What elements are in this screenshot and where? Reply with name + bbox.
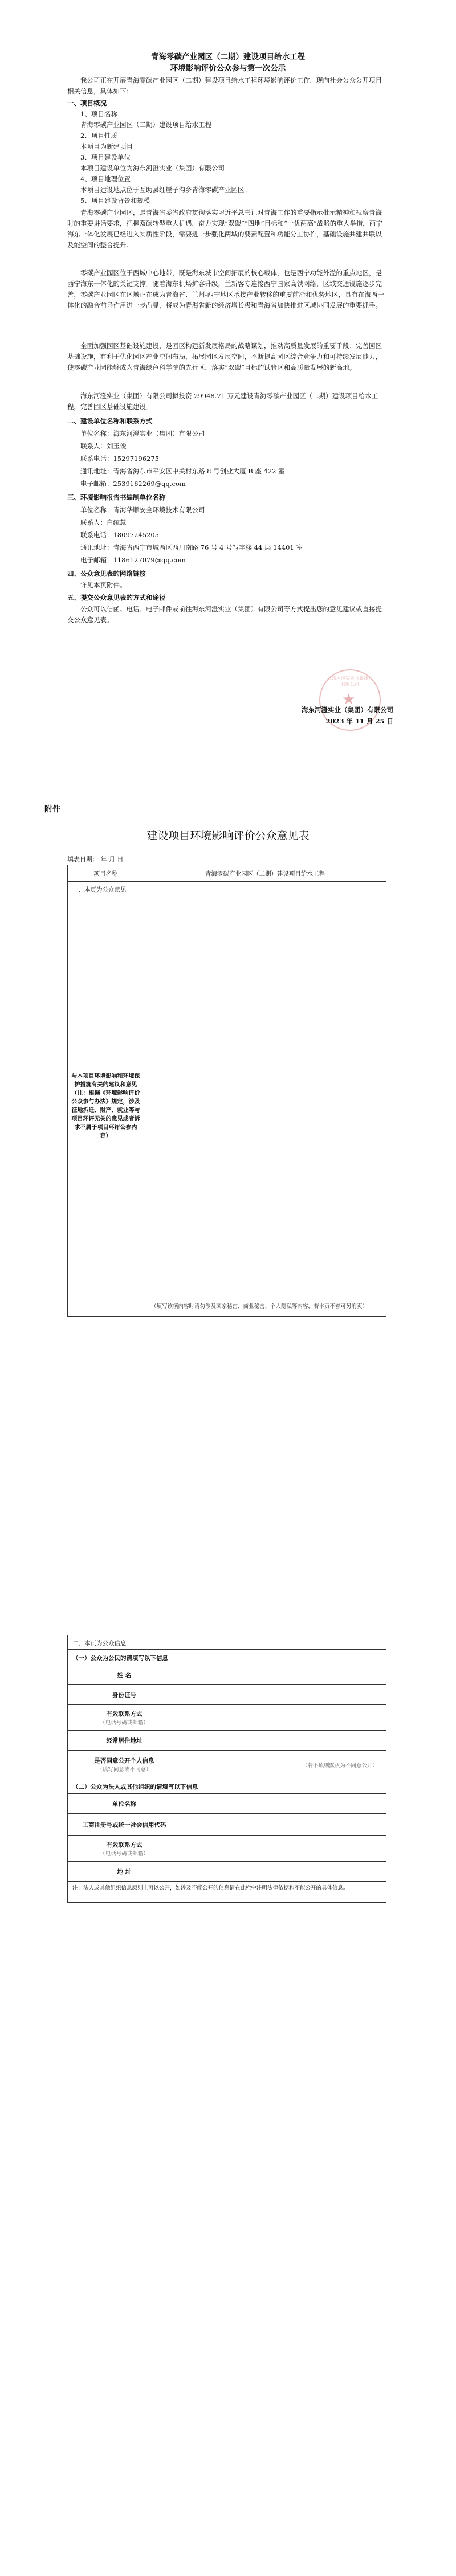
part-1-heading: 一、本页为公众意见 xyxy=(67,881,386,896)
background-paragraph-2: 零碳产业园区位于西城中心地带，既是海东城市空间拓展的核心载体，也是西宁功能外溢的重点地区，是西宁海东一体化的关键支撑。随着海东机场扩容升级，兰新客专连接西宁国家高铁网络，区域交通设施逐步完善，零碳产业园区在区域正在成为青海省、兰州-西宁地区承接产业转移的重要前沿和优势地区，具有在海西一体化的融合前导作用进一步凸显，将成为青海省新的经济增长极和青海省加快推进区域协同发展的重要抓手。 xyxy=(67,269,384,309)
form-title: 建设项目环境影响评价公众意见表 xyxy=(146,829,310,842)
consent-sublabel: （填写同意或不同意） xyxy=(97,1766,152,1773)
item-1-value: 青海零碳产业园区（二期）建设项目给水工程 xyxy=(80,121,211,129)
fill-date: 填表日期： 年 月 日 xyxy=(67,856,124,863)
consent-label-cell xyxy=(67,1750,181,1778)
form-footer-note: 注：法人或其他组织信息原则上可以公开，如涉及不能公开的信息请在此栏中注明法律依据和不能公开的具体信息。 xyxy=(67,1881,386,1903)
form-page-2 xyxy=(0,1584,456,2576)
item-2-value: 本项目为新建项目 xyxy=(80,142,133,150)
part-2-heading: 二、本页为公众信息 xyxy=(67,1635,386,1650)
item-4-value: 本项目建设地点位于互助县红崖子沟乡青海零碳产业园区。 xyxy=(80,186,251,194)
org-name-label: 单位名称 xyxy=(67,1793,181,1814)
contact-label: 有效联系方式 xyxy=(106,1710,142,1718)
item-3-value: 本项目建设单位为海东河澄实业（集团）有限公司 xyxy=(80,164,225,172)
credit-code-input[interactable] xyxy=(181,1813,386,1836)
signature-company: 海东河澄实业（集团）有限公司 xyxy=(302,706,393,714)
project-name-label: 项目名称 xyxy=(67,865,144,882)
notice-page xyxy=(0,0,456,741)
eia-unit-address: 通讯地址：青海省西宁市城西区西川南路 76 号 4 号写字楼 44 层 14401 室 xyxy=(80,543,303,551)
eia-unit-email: 电子邮箱：1186127079@qq.com xyxy=(80,556,186,564)
annex-label: 附件 xyxy=(44,805,60,814)
notice-title: 青海零碳产业园区（二期）建设项目给水工程 xyxy=(151,52,305,62)
address-input[interactable] xyxy=(181,1730,386,1751)
builder-name: 单位名称：海东河澄实业（集团）有限公司 xyxy=(80,430,205,437)
org-contact-input[interactable] xyxy=(181,1835,386,1862)
id-input[interactable] xyxy=(181,1684,386,1705)
id-label: 身份证号 xyxy=(67,1684,181,1705)
section-1-heading: 一、项目概况 xyxy=(67,99,107,107)
credit-code-label: 工商注册号或统一社会信用代码 xyxy=(67,1813,181,1836)
org-contact-label: 有效联系方式 xyxy=(106,1841,142,1849)
org-contact-label-cell xyxy=(67,1835,181,1862)
org-section-heading: （二）公众为法人或其他组织的请填写以下信息 xyxy=(67,1778,386,1794)
eia-unit-phone: 联系电话：18097245205 xyxy=(80,531,159,539)
org-contact-sublabel: （电话号码或邮箱） xyxy=(100,1850,149,1857)
name-input[interactable] xyxy=(181,1665,386,1685)
section-4-heading: 四、公众意见表的网络链接 xyxy=(67,570,146,578)
eia-unit-contact: 联系人：白统慧 xyxy=(80,518,127,526)
opinion-side-label: 与本项目环境影响和环境保护措施有关的建议和意见（注：根据《环境影响评价公众参与办法》规定，涉及征地拆迁、财产、就业等与项目环评无关的意见或者诉求不属于项目环评公参内容） xyxy=(67,896,144,1317)
contact-input[interactable] xyxy=(181,1704,386,1731)
contact-sublabel: （电话号码或邮箱） xyxy=(100,1719,149,1726)
builder-email: 电子邮箱：2539162269@qq.com xyxy=(80,480,186,488)
citizen-section-heading: （一）公众为公民的请填写以下信息 xyxy=(67,1649,386,1665)
opinion-hint: （填写该项内容时请勿涉及国家秘密、商业秘密、个人隐私等内容，若本页不够可另附页） xyxy=(151,1303,368,1310)
signature-date: 2023 年 11 月 25 日 xyxy=(325,717,393,725)
builder-contact: 联系人：刘玉俊 xyxy=(80,442,127,450)
eia-unit-name: 单位名称：青海华顺安全环境技术有限公司 xyxy=(80,506,205,514)
seal-star-icon: ★ xyxy=(342,691,356,708)
form-page-1 xyxy=(0,741,456,1584)
intro-paragraph: 我公司正在开展青海零碳产业园区（二期）建设项目给水工程环境影响评价工作，现向社会公众公开项目相关信息，具体如下： xyxy=(67,76,382,95)
item-5-label: 5、项目建设背景和规模 xyxy=(80,197,150,205)
item-2-label: 2、项目性质 xyxy=(80,132,117,140)
background-paragraph-1: 青海零碳产业园区，是青海省委省政府贯彻落实习近平总书记对青海工作的重要指示批示精神和视察青海时的重要讲话要求，把握双碳转型重大机遇，奋力实现“双碳”“四地”目标和“一优两高”战略的重大举措，西宁海东一体化发展已经进入实质性阶段，需要进一步强化两城的要素配置和功能分工协作，基础设施共建共联以及能空间的整合提升。 xyxy=(67,208,382,249)
org-address-label: 地 址 xyxy=(67,1861,181,1882)
background-paragraph-3: 全面加强园区基础设施建设，是园区构建新发展格局的战略谋划，推动高质量发展的重要手段；完善园区基础设施，有利于优化园区产业空间布局，拓展园区发展空间，不断提高园区综合竞争力和可持续发展能力，使零碳产业园能够成为青海绿色科学院的先行区，落实“双碳”目标的试验区和高质量发展的新高地。 xyxy=(67,342,382,371)
seal-text: 海东河澄实业（集团）有限公司 xyxy=(327,676,373,687)
consent-input[interactable] xyxy=(181,1750,386,1778)
section-4-text: 详见本页附件。 xyxy=(80,581,127,589)
section-5-heading: 五、提交公众意见表的方式和途径 xyxy=(67,594,166,602)
opinion-input-area[interactable] xyxy=(144,896,386,1317)
background-paragraph-4: 海东河澄实业（集团）有限公司拟投资 29948.71 万元建设青海零碳产业园区（二期）建设项目给水工程，完善园区基础设施建设。 xyxy=(67,392,378,411)
consent-note: （若不填则默认为不同意公开） xyxy=(302,1763,378,1769)
address-label: 经常居住地址 xyxy=(67,1730,181,1751)
builder-address: 通讯地址：青海省海东市平安区中关村东路 8 号创业大厦 B 座 422 室 xyxy=(80,467,285,475)
consent-label: 是否同意公开个人信息 xyxy=(94,1757,154,1764)
section-2-heading: 二、建设单位名称和联系方式 xyxy=(67,417,153,425)
item-3-label: 3、项目建设单位 xyxy=(80,153,131,161)
item-1-label: 1、项目名称 xyxy=(80,110,117,118)
item-4-label: 4、项目地理位置 xyxy=(80,175,131,183)
section-3-heading: 三、环境影响报告书编制单位名称 xyxy=(67,493,166,501)
notice-subtitle: 环境影响评价公众参与第一次公示 xyxy=(170,64,286,73)
name-label: 姓 名 xyxy=(67,1665,181,1685)
builder-phone: 联系电话：15297196275 xyxy=(80,455,159,463)
contact-label-cell xyxy=(67,1704,181,1731)
project-name-value: 青海零碳产业园区（二期）建设项目给水工程 xyxy=(144,865,386,882)
section-5-text: 公众可以信函、电话、电子邮件或前往海东河澄实业（集团）有限公司等方式提出您的意见建议或直接提交公众意见表。 xyxy=(67,605,382,624)
org-address-input[interactable] xyxy=(181,1861,386,1882)
org-name-input[interactable] xyxy=(181,1793,386,1814)
